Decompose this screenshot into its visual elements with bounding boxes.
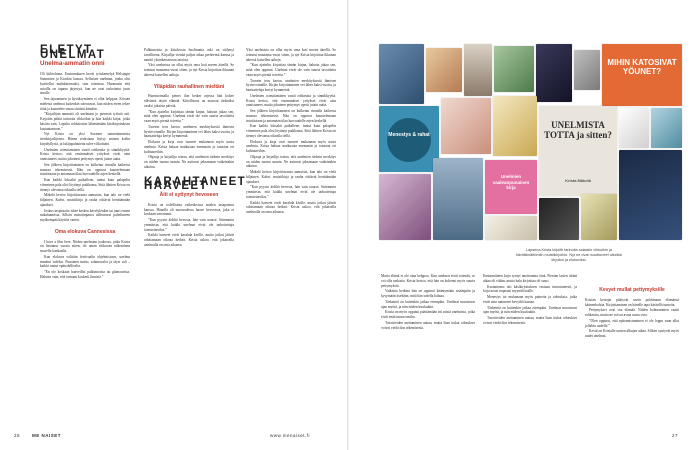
paragraph: Yksi unelmista on ollut myös oma koti meren äärellä. Se toteutui muutama vuosi sitten, ja nyt Krista kirjoittaa ikkunan ääressä katsellen aaltoja. [246,48,336,62]
right-column-3 [585,274,679,424]
paragraph: Sen tajuaminen ja hyväksyminen ei ollut helppoa. Kristan mielestä unelmat kuitenkin toteutuvat, kun niiden eteen tekee töitä ja kuuntelee omaa sisäistä ääntään. [40,97,130,111]
paragraph: Unelmien toteuttaminen vaatii rohkeutta ja sinnikkyyttä. Krista kertoo, että ensimmäiset yritykset eivät aina onnistuneet, mutta jokainen pettymys opetti jotain uutta. [246,93,336,108]
left-column-1 [40,44,130,423]
paragraph: Tavoitteiden asettaminen auttaa, mutta liian tiukat odotukset voivat viedä ilon tekemisestä. [381,320,475,330]
paragraph: Menestys toi mukanaan myös paineita ja odotuksia, jotka eivät aina tuntuneet kevyiltä kantaa. [483,295,577,304]
book-cover-unelmista [539,106,617,196]
paragraph: ”Kun pyysin äidiltä hevosta, hän vain nauroi. Sittemmin ymmärsin, että kaikki unelmat eivät ole tarkoitettuja toteutettaviksi.” [144,218,234,232]
paragraph: Kustantamo otti käsikirjoituksen vastaan innostuneesti, ja kirja nousi nopeasti myyntilistoille. [483,284,577,294]
section-subtitle-yllapidan: Ylläpidän rauhallinen mieltäni [153,83,225,90]
paragraph: Tuorein teos kertoo unelmien merkityksestä ihmisen hyvinvoinnille. Kirjan kirjoittaminen vei lähes kaksi vuotta, ja haastatteluja kertyi kymmeniä. [144,124,234,139]
section-subtitle-oma-elokuva: Oma elokuva Cannesissa [54,228,116,235]
paragraph: Kaikki haaveet eivät karahda kiville, mutta jotkut jäävät odottamaan oikeaa hetkeä. Krista uskoo, että jokaisella unelmalla on oma aikansa. [246,200,336,214]
collage-photo [426,48,462,92]
paragraph: Elokuva ja kirja ovat tuoneet mukanaan myös uusia unelmia. Krista haluaa matkustaa enemmän ja tutustua eri kulttuureihin. [246,139,336,153]
paragraph: Kaikki haaveet eivät karahda kiville, mutta jotkut jäävät odottamaan oikeaa hetkeä. Krista uskoo, että jokaisella unelmalla on oma aikansa. [144,233,234,247]
younet-box [602,44,682,106]
paragraph: Mäkelä kertoo kirjoittavansa aamuisin, kun talo on vielä hiljainen. Kahvi, muistikirja ja rauha riittävät herättämään ajatukset. [246,170,336,184]
collage-photo [464,44,492,96]
paragraph: Kristan kertojat päätyvät usein pohtimaan elämänsä käännekohtia. Kirjoittaminen on hänelle tapa käsitellä tunteita. [585,297,679,307]
paragraph: Oli hiihtoloma. Ensimmäinen kevät työskentelyä Helsingin Sanomien ja Kioskin kanssa. Sellaisen unelman, jonka olin kuvitellut mahdottomaksi, sain toteuttaa. Huomasin että asioilla on tapana järjestyä, kun ne ovat tarkoitetut juuri sinulle. [40,72,130,96]
collage-photo [493,96,537,156]
paragraph: ”Kun ajattelin kirjoittaa tämän kirjan, halusin jakaa sen, mitä olen oppinut. Unelmat eivät ole vain suuria tavoitteita vaan myös pieniä toiveita.” [246,63,336,77]
collage-photo [441,98,491,154]
paragraph: Kun kaikki loksahti paikalleen, tuntui kuin palapelin viimeinen pala olisi löytänyt paikkansa. Siitä lähtien Krista on tiennyt olevansa oikealla tiellä. [40,178,130,192]
paragraph: Kun kaikki loksahti paikalleen, tuntui kuin palapelin viimeinen pala olisi löytänyt paikkansa. Siitä lähtien Krista on tiennyt olevansa oikealla tiellä. [246,124,336,138]
paragraph: Sen jälkeen kirjoittaminen on kulkenut rinnalla kaikessa muussa tekemisessä. Hän on oppinut kuuntelemaan intuitiotaan ja antamaan tilaa luovuudelle arjen keskellä. [40,162,130,177]
paragraph: Tavoitteiden asettaminen auttaa, mutta liian tiukat odotukset voivat viedä ilon tekemisestä. [483,316,577,325]
collage-photo [619,108,649,148]
paragraph: Ohjaaja ja kirjailija toteaa, että unelmien tärkein merkitys on niiden tuoma suunta. Ne auttavat jaksamaan vaikeinakin aikoina. [246,154,336,169]
paragraph: Huomioimalla pienet ilon hetket arjessa hän kokee elävänsä täyttä elämää. Kiitollisuus on noussut tärkeäksi osaksi jokaista päivää. [144,94,234,108]
paragraph: ”En ole koskaan haaveillut palkinnoista tai glamourista. Halusin vain, että tarinani kosketti ihmisiä.” [40,270,130,279]
photo-collage [379,44,682,240]
paragraph: ”Kun pyysin äidiltä hevosta, hän vain nauroi. Sittemmin ymmärsin, että kaikki unelmat eivät ole tarkoitettuja toteutettaviksi.” [246,185,336,199]
paragraph: Elokuva ja kirja ovat tuoneet mukanaan myös uusia unelmia. Krista haluaa matkustaa enemmän ja tutustua eri kulttuureihin. [144,140,234,154]
right-page-number: 27 [672,433,679,438]
section-title-eletyt-unelmat: ELETYT UNELMAT [40,44,106,61]
round-badge-tile [379,106,439,172]
paragraph: I have a film here. Niiden unelmien joukossa, jotka Krista on listannut vuosia sitten, oli oman elokuvan näkeminen suurella kankaalla. [40,239,130,253]
paragraph: Tuorein teos kertoo unelmien merkityksestä ihmisen hyvinvoinnille. Kirjan kirjoittaminen vei lähes kaksi vuotta, ja haastatteluja kertyi kymmeniä. [246,78,336,92]
article-text-column-1 [40,72,130,447]
younet-box-title: MIHIN KATOSIVAT YÖUNET? [607,58,677,76]
collage-photo [651,108,682,148]
paragraph: Kevät on Kristalle uusien alkujen aikaa. Silloin syntyvät myös uudet unelmat. [585,329,679,338]
collage-photo [536,44,572,102]
paragraph: Kun elokuva valittiin festivaalin ohjelmistoon, unelma muuttui todeksi. Punainen matto, salamavalot ja täysi sali – kaikki tuntui epätodelliselta. [40,254,130,269]
right-column-2 [483,274,577,424]
round-badge-menestys: Menestys & rahat [387,118,431,162]
left-column-2 [144,48,247,423]
paragraph: Sen jälkeen kirjoittaminen on kulkenut rinnalla kaikessa muussa tekemisessä. Hän on oppinut kuuntelemaan intuitiotaan ja antamaan tilaa luovuudelle arjen keskellä. [246,109,336,123]
book-author: Krista Mäkelä [565,178,591,183]
paragraph: Palkinnoista ja kiitoksista huolimatta arki on säilynyt tavallisena. Kirjailija viettää paljon aikaa perheensä kanssa ja nauttii yksinkertaisista asioista. [144,48,234,62]
collage-photo [619,150,682,240]
section-subtitle-kevyet-mullat: Kevyet mullat pettymyksille [599,287,665,293]
paragraph: Ensimmäinen kirja syntyi unettomina öinä. Pienten lasten äitinä aikaa oli vähän, mutta halu kirjoittaa oli suuri. [483,274,577,283]
paragraph: Vaikeina hetkinä hän on oppinut kääntymään sisäänpäin ja kysymään itseltään, mitä hän todella haluaa. [381,289,475,298]
collage-photo [581,194,617,240]
paragraph: ”Kirjailijan ammatti oli unelmani jo pienestä tytöstä asti. Kirjoitin pitkiä tarinoita vihkoihin ja luin kaikki kirjat, jotka käsiini sain. Lopulta rohkaistuin lähettämään käsikirjoituksen kustantamoon.” [40,112,130,131]
paragraph: Krista on myös oppinut päästämään irti niistä unelmista, jotka eivät enää tunnu omilta. [381,310,475,319]
collage-photo [433,158,483,240]
right-column-1 [381,274,475,424]
page-gutter [347,0,349,450]
collage-photo [494,46,534,92]
left-column-3 [246,48,336,423]
paragraph: Ohjaaja ja kirjailija toteaa, että unelmien tärkein merkitys on niiden tuoma suunta. Ne auttavat jaksamaan vaikeinakin aikoina. [144,155,234,169]
paragraph: Mutta elämä ei ole aina helppoa. Kun unelmat eivät toteudu, se voi olla raskasta. Krista kertoo, että hän on kokenut myös suuria pettymyksiä. [381,274,475,288]
collage-photo [574,50,600,90]
collage-photo [379,44,424,104]
collage-photo [485,216,537,240]
paragraph: Yksi unelmista on ollut myös oma koti meren äärellä. Se toteutui muutama vuosi sitten, ja nyt Krista kirjoittaa ikkunan ääressä katsellen aaltoja. [144,63,234,77]
magazine-name: ME NAISET [32,433,62,438]
collage-photo [379,174,431,240]
section-title-karahtaneet-haaveet: KARAHTANEET HAAVEET [144,175,247,193]
left-page-number: 26 [14,433,21,438]
paragraph: Tärkeintä on kuitenkin jatkaa eteenpäin. Unelmat muuttuvat ajan myötä, ja niin niiden kuuluukin. [381,299,475,309]
paragraph: Pettymykset ovat osa elämää. Niiden kohtaaminen vaatii rohkeutta, mutta ne voivat avata uusia ovia. [585,308,679,317]
paragraph: Krista on todellisena vaikeuksissa mielen tasapainon kanssa. Hänellä oli nuoruudessa haave hevosesta, joka ei koskaan toteutunut. [144,202,234,217]
paragraph: Mäkelä kertoo kirjoittavansa aamuisin, kun talo on vielä hiljainen. Kahvi, muistikirja ja rauha riittävät herättämään ajatukset. [40,193,130,207]
section-subtitle-unelma-ammatin-onni: Unelma-ammatin onni [40,59,105,67]
section-subtitle-aiti: Äiti ei syttynyt hevoseen [159,192,219,198]
paragraph: ”Olen oppinut, että epäonnistuminen ei ole loppu vaan alku jollekin uudelle.” [585,318,679,328]
collage-photo [539,198,579,240]
paragraph: Nyt Krista on yksi Suomen tunnetuimmista tietokirjailijoista. Hänen teoksiaan löytyy monen kodin kirjahyllystä, ja lukijapalautetta tulee viikoittain. [40,132,130,146]
pink-book-title: Unelmien vaaleanpunainen kirja [492,174,530,190]
paragraph: Unelmien toteuttaminen vaatii rohkeutta ja sinnikkyyttä. Krista kertoo, että ensimmäiset yritykset eivät aina onnistuneet, mutta jokainen pettymys opetti jotain uutta. [40,147,130,161]
magazine-url: www.menaiset.fi [270,433,311,438]
pink-book-tile [485,160,537,214]
paragraph: ”Kun ajattelin kirjoittaa tämän kirjan, halusin jakaa sen, mitä olen oppinut. Unelmat eivät ole vain suuria tavoitteita vaan myös pieniä toiveita.” [144,109,234,123]
book-title: UNELMISTA TOTTA ja sitten? [544,120,612,140]
paragraph: Joskus inspiraatio iskee kesken kävelylenkin tai juuri ennen nukahtamista. Silloin muistiinpanot tallentuvat puhelimeen myöhempää käyttöä varten. [40,208,130,222]
photo-caption: Lapsena Krista kirjoitti tarinoita salaisiin vihkoihin ja hävittämättömiin muistikirjoihin. Nyt ne ovat muuttuneet oikeiksi kirjoiksi ja elokuviksi. [515,248,623,262]
paragraph: Tärkeintä on kuitenkin jatkaa eteenpäin. Unelmat muuttuvat ajan myötä, ja niin niiden kuuluukin. [483,305,577,315]
